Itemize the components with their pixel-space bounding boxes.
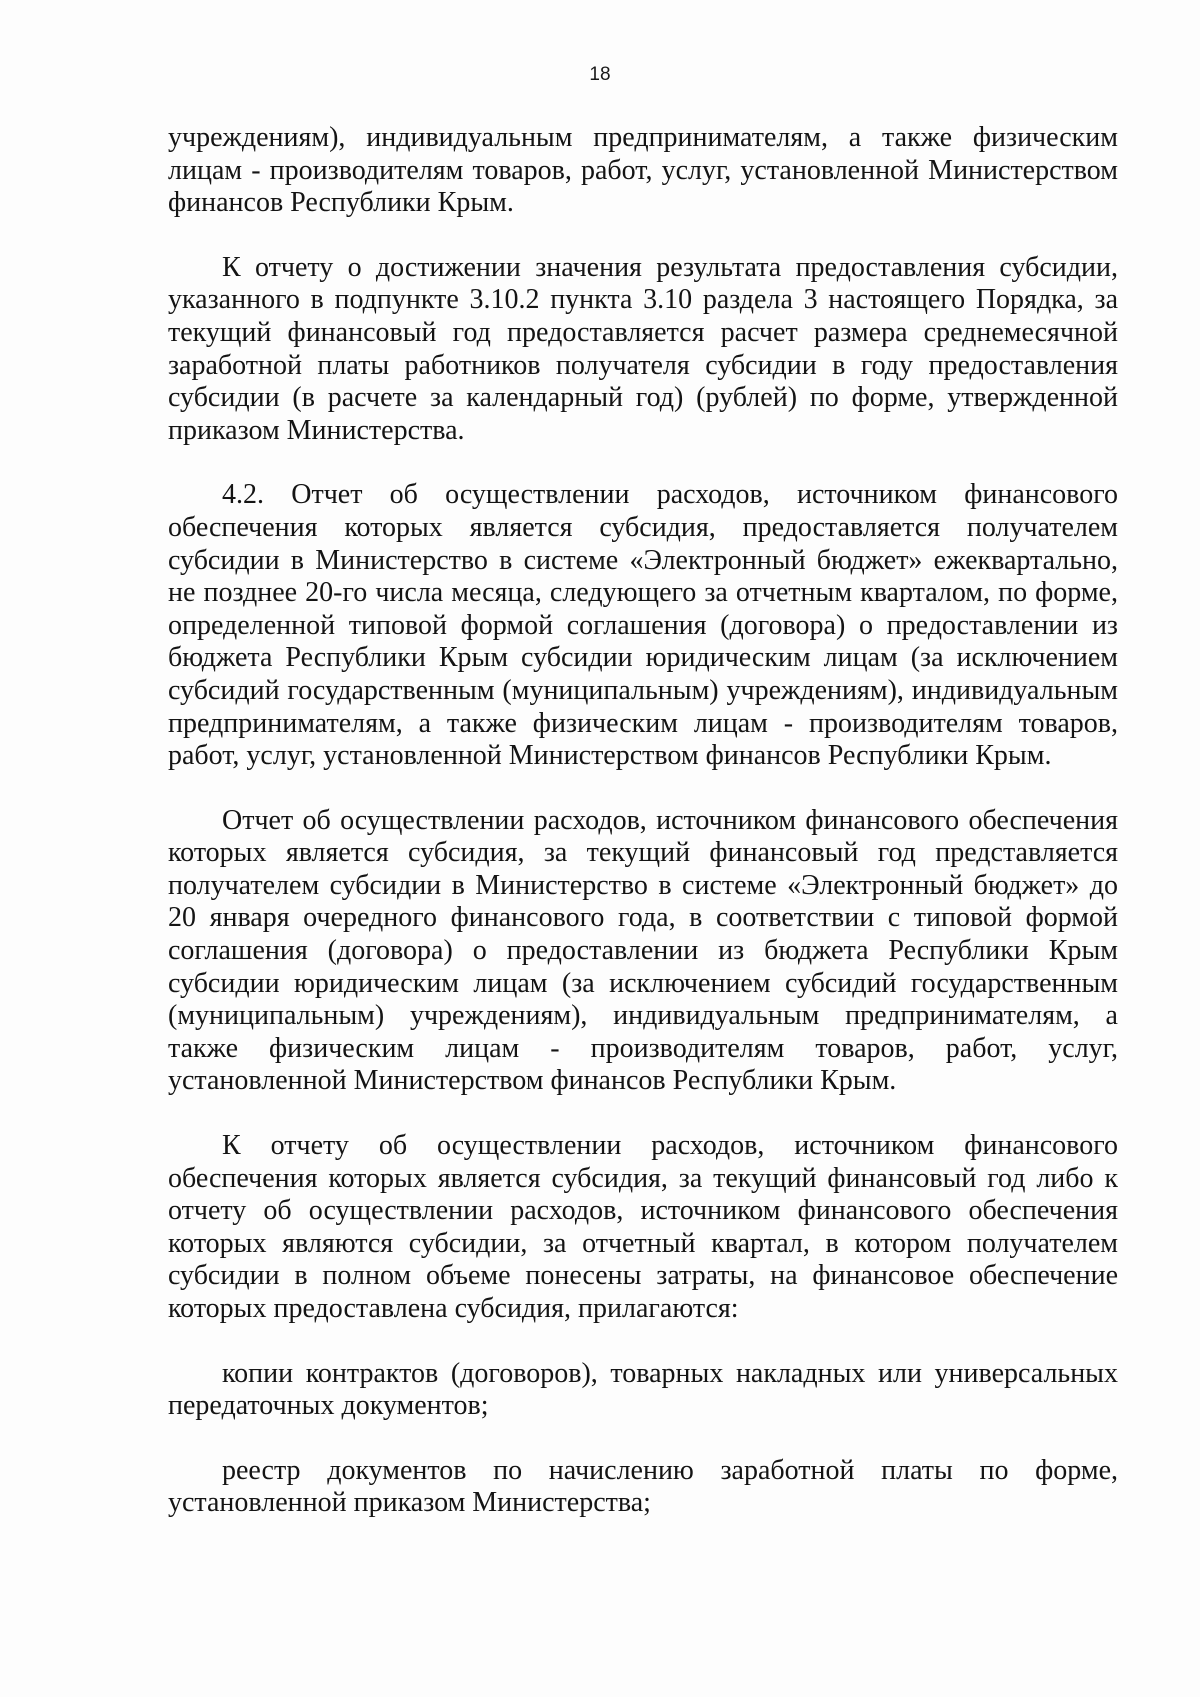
document-body <box>168 122 1118 1520</box>
paragraph-attachments-intro: К отчету об осуществлении расходов, источником финансового обеспечения которых является субсидия, за текущий финансовый год либо к отчету об осуществлении расходов, источником финансового обеспечения которых являются субсидии, за отчетный квартал, в котором получателем субсидии в полном объеме понесены затраты, на финансовое обеспечение которых предоставлена субсидия, прилагаются: <box>168 1130 1118 1324</box>
paragraph-continuation: учреждениям), индивидуальным предпринимателям, а также физическим лицам - производителям товаров, работ, услуг, установленной Министерством финансов Республики Крым. <box>168 122 1118 219</box>
paragraph-section-4-2: 4.2. Отчет об осуществлении расходов, источником финансового обеспечения которых является субсидия, предоставляется получателем субсидии в Министерство в системе «Электронный бюджет» ежеквартально, не позднее 20-го числа месяца, следующего за отчетным кварталом, по форме, определенной типовой формой соглашения (договора) о предоставлении из бюджета Республики Крым субсидии юридическим лицам (за исключением субсидий государственным (муниципальным) учреждениям), индивидуальным предпринимателям, а также физическим лицам - производителям товаров, работ, услуг, установленной Министерством финансов Республики Крым. <box>168 479 1118 772</box>
paragraph-annual-report: Отчет об осуществлении расходов, источником финансового обеспечения которых является субсидия, за текущий финансовый год представляется получателем субсидии в Министерство в системе «Электронный бюджет» до 20 января очередного финансового года, в соответствии с типовой формой соглашения (договора) о предоставлении из бюджета Республики Крым субсидии юридическим лицам (за исключением субсидий государственным (муниципальным) учреждениям), индивидуальным предпринимателям, а также физическим лицам - производителям товаров, работ, услуг, установленной Министерством финансов Республики Крым. <box>168 804 1118 1097</box>
page-number: 18 <box>589 64 611 85</box>
paragraph-contracts-copies: копии контрактов (договоров), товарных накладных или универсальных передаточных документов; <box>168 1357 1118 1422</box>
paragraph-report-attachment: К отчету о достижении значения результата предоставления субсидии, указанного в подпункте 3.10.2 пункта 3.10 раздела 3 настоящего Порядка, за текущий финансовый год предоставляется расчет размера среднемесячной заработной платы работников получателя субсидии в году предоставления субсидии (в расчете за календарный год) (рублей) по форме, утвержденной приказом Министерства. <box>168 251 1118 446</box>
paragraph-payroll-register: реестр документов по начислению заработной платы по форме, установленной приказом Министерства; <box>168 1454 1118 1519</box>
